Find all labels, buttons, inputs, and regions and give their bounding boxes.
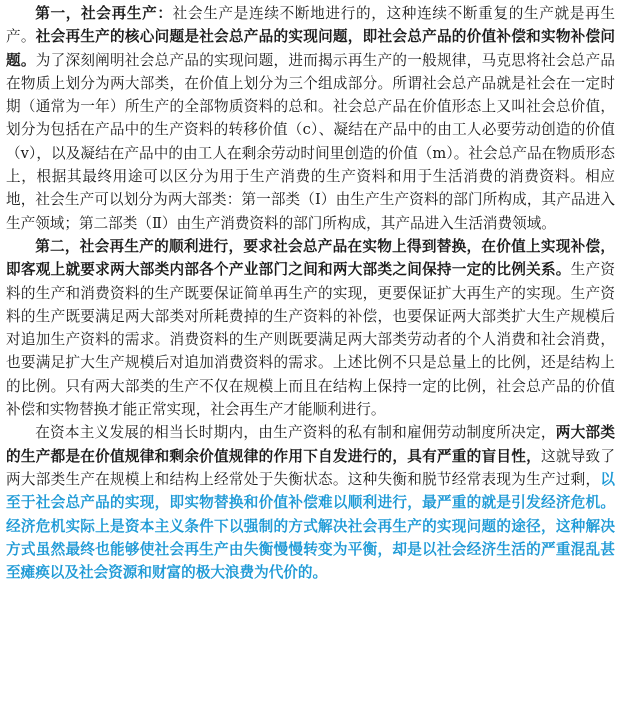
text-run: 第二，社会再生产的顺利进行，要求社会总产品在实物上得到替换，在价值上实现补偿，即客观上就要求两大部类内部各个产业部门之间和两大部类之间保持一定的比例关系。 [6,237,615,279]
text-run: 这就导致了两大部类生产在规模上和结构上经常处于失衡状态。这种失衡和脱节经常表现为生产过剩， [6,447,615,488]
text-run: 生产资料的生产和消费资料的生产既要保证简单再生产的实现，更要保证扩大再生产的实现。生产资料的生产既要满足两大部类对所耗费掉的生产资料的补偿，也要保证两大部类扩大生产规模后对追加生产资料的需求。消费资料的生产则既要满足两大部类劳动者的个人消费和社会消费，也要满足扩大生产规模后对追加消费资料的需求。上述比例不只是总量上的比例，还是结构上的比例。只有两大部类的生产不仅在规模上而且在结构上保持一定的比例，社会总产品的价值补偿和实物替换才能正常实现，社会再生产才能顺利进行。 [6,261,615,419]
text-run: 社会生产是连续不断地进行的，这种连续不断重复的生产就是再生产。 [6,5,615,46]
paragraph-1 [6,2,615,235]
highlighted-text-run: 以至于社会总产品的实现，即实物替换和价值补偿难以顺利进行，最严重的就是引发经济危机。经济危机实际上是资本主义条件下以强制的方式解决社会再生产的实现问题的途径，这种解决方式虽然最终也能够使社会再生产由失衡慢慢转变为平衡，却是以社会经济生活的严重混乱甚至瘫痪以及社会资源和财富的极大浪费为代价的。 [6,470,615,582]
text-run: 在资本主义发展的相当长时期内，由生产资料的私有制和雇佣劳动制度所决定， [35,424,556,442]
text-run: 两大部类的生产都是在价值规律和剩余价值规律的作用下自发进行的，具有严重的盲目性， [6,424,615,465]
text-run: 社会再生产的核心问题是社会总产品的实现问题，即社会总产品的价值补偿和实物补偿问题。 [6,28,615,69]
text-run: 第一，社会再生产： [35,5,173,22]
text-run: 为了深刻阐明社会总产品的实现问题，进而揭示再生产的一般规律，马克思将社会总产品在物质上划分为两大部类，在价值上划分为三个组成部分。所谓社会总产品就是社会在一定时期（通常为一年）所生产的全部物质资料的总和。社会总产品在价值形态上又叫社会总价值，划分为包括在产品中的生产资料的转移价值（c）、凝结在产品中的由工人必要劳动创造的价值（v），以及凝结在产品中的由工人在剩余劳动时间里创造的价值（m）。社会总产品在物质形态上，根据其最终用途可以区分为用于生产消费的生产资料和用于生活消费的消费资料。相应地，社会生产可以划分为两大部类：第一部类（Ⅰ）由生产生产资料的部门所构成，其产品进入生产领域；第二部类（Ⅱ）由生产消费资料的部门所构成，其产品进入生活消费领域。 [6,51,615,232]
paragraph-2 [6,235,615,421]
paragraph-3 [6,421,615,584]
